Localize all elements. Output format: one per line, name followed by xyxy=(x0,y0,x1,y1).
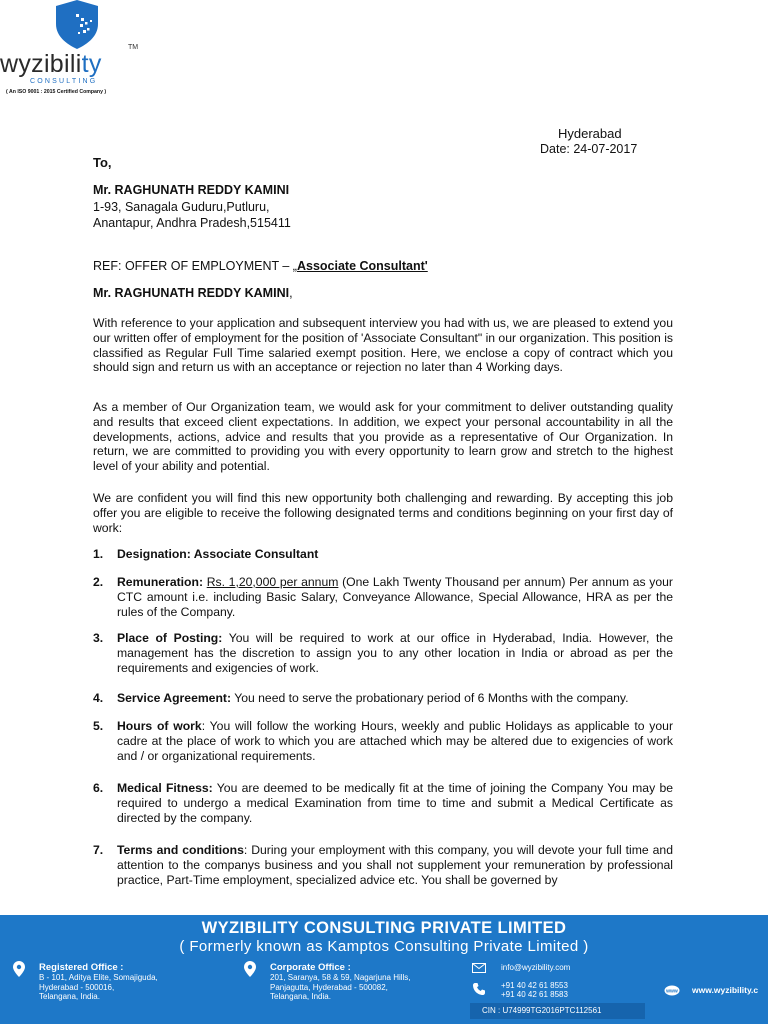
letter-city: Hyderabad xyxy=(558,126,622,141)
footer-cin: CIN : U74999TG2016PTC112561 xyxy=(482,1006,602,1015)
recipient-name: Mr. RAGHUNATH REDDY KAMINI xyxy=(93,183,290,197)
mail-icon xyxy=(472,963,486,973)
to-label: To, xyxy=(93,155,112,170)
footer-phone-1: +91 40 42 61 8553 xyxy=(501,981,568,990)
trademark: TM xyxy=(128,44,139,51)
recipient-address-line-2: Anantapur, Andhra Pradesh,515411 xyxy=(93,216,291,230)
corporate-office: Corporate Office : 201, Saranya, 58 & 59, Nagarjuna Hills, Panjagutta, Hyderabad - 500082, Telangana, India. xyxy=(270,962,411,1001)
paragraph-intro: With reference to your application and subsequent interview you had with us, we are pleased to extend you our written offer of employment for the position of 'Associate Consultant" in our organization. This position is classified as Regular Full Time salaried exempt position. Here, we enclose a copy of contract which you should sign and return us with an acceptance or rejection no later than 4 Working days. xyxy=(93,316,673,375)
footer-former-name: ( Formerly known as Kamptos Consulting Private Limited ) xyxy=(179,938,589,955)
registered-office: Registered Office : B - 101, Aditya Elite, Somajiguda, Hyderabad - 500016, Telangana, India. xyxy=(39,962,158,1001)
footer-phone-2: +91 40 42 61 8583 xyxy=(501,990,568,999)
footer-company-name: WYZIBILITY CONSULTING PRIVATE LIMITED xyxy=(201,919,567,937)
web-icon xyxy=(664,985,680,996)
brand-name: wyzibility xyxy=(0,50,102,78)
cin-bar xyxy=(470,1003,645,1019)
recipient-address-line-1: 1-93, Sanagala Guduru,Putluru, xyxy=(93,200,270,214)
term-service-agreement: 4. Service Agreement: You need to serve the probationary period of 6 Months with the company. xyxy=(93,691,629,705)
greeting: Mr. RAGHUNATH REDDY KAMINI, xyxy=(93,286,293,300)
brand-tagline: CONSULTING xyxy=(30,78,98,85)
shield-logo-icon xyxy=(54,0,100,50)
term-hours-of-work: 5. Hours of work: You will follow the working Hours, weekly and public Holidays as applicable to your cadre at the place of work to which you are attached which may be altered due to exigencies of work and / or organizational requirements. xyxy=(93,719,673,763)
reference-position: Associate Consultant' xyxy=(296,259,428,273)
letterhead-footer xyxy=(0,915,768,1024)
paragraph-commitment: As a member of Our Organization team, we would ask for your commitment to deliver outstanding quality and results that exceed client expectations. In addition, we expect your personal accountability in all the developments, actions, advice and results that you provide as a representative of Our Organization. In return, we are committed to providing you with every opportunity to learn grow and stretch to the highest level of your ability and potential. xyxy=(93,400,673,474)
phone-icon xyxy=(473,983,485,995)
reference-line: REF: OFFER OF EMPLOYMENT – „Associate Consultant' xyxy=(93,259,428,273)
term-terms-and-conditions: 7. Terms and conditions: During your employment with this company, you will devote your full time and attention to the companys business and you shall not supplement your remuneration by professional practice, Part-Time employment, specialized advice etc. You shall be governed by xyxy=(93,843,673,887)
term-medical-fitness: 6. Medical Fitness: You are deemed to be medically fit at the time of joining the Company You may be required to undergo a medical Examination from time to time and submit a Medical Certificate as directed by the company. xyxy=(93,781,673,825)
footer-email[interactable]: info@wyzibility.com xyxy=(501,963,571,972)
iso-certification: ( An ISO 9001 : 2015 Certified Company ) xyxy=(6,89,107,95)
paragraph-confidence: We are confident you will find this new opportunity both challenging and rewarding. By accepting this job offer you are eligible to receive the following designated terms and conditions beginning on your first day of work: xyxy=(93,491,673,535)
company-logo xyxy=(0,0,140,94)
location-pin-icon xyxy=(13,961,25,977)
letter-date: Date: 24-07-2017 xyxy=(540,142,638,156)
footer-website[interactable]: www.wyzibility.c xyxy=(692,985,759,995)
term-designation: 1. Designation: Associate Consultant xyxy=(93,547,319,561)
svg-text:www: www xyxy=(666,988,678,995)
term-place-of-posting: 3. Place of Posting: You will be required to work at our office in Hyderabad, India. However, the management has the discretion to assign you to any other location in India or abroad as per the requirements and exigencies of work. xyxy=(93,631,673,675)
location-pin-icon xyxy=(244,961,256,977)
term-remuneration: 2. Remuneration: Rs. 1,20,000 per annum (One Lakh Twenty Thousand per annum) Per annum as your CTC amount i.e. including Basic Salary, Conveyance Allowance, Special Allowance, HRA as per the rules of the Company. xyxy=(93,575,673,619)
